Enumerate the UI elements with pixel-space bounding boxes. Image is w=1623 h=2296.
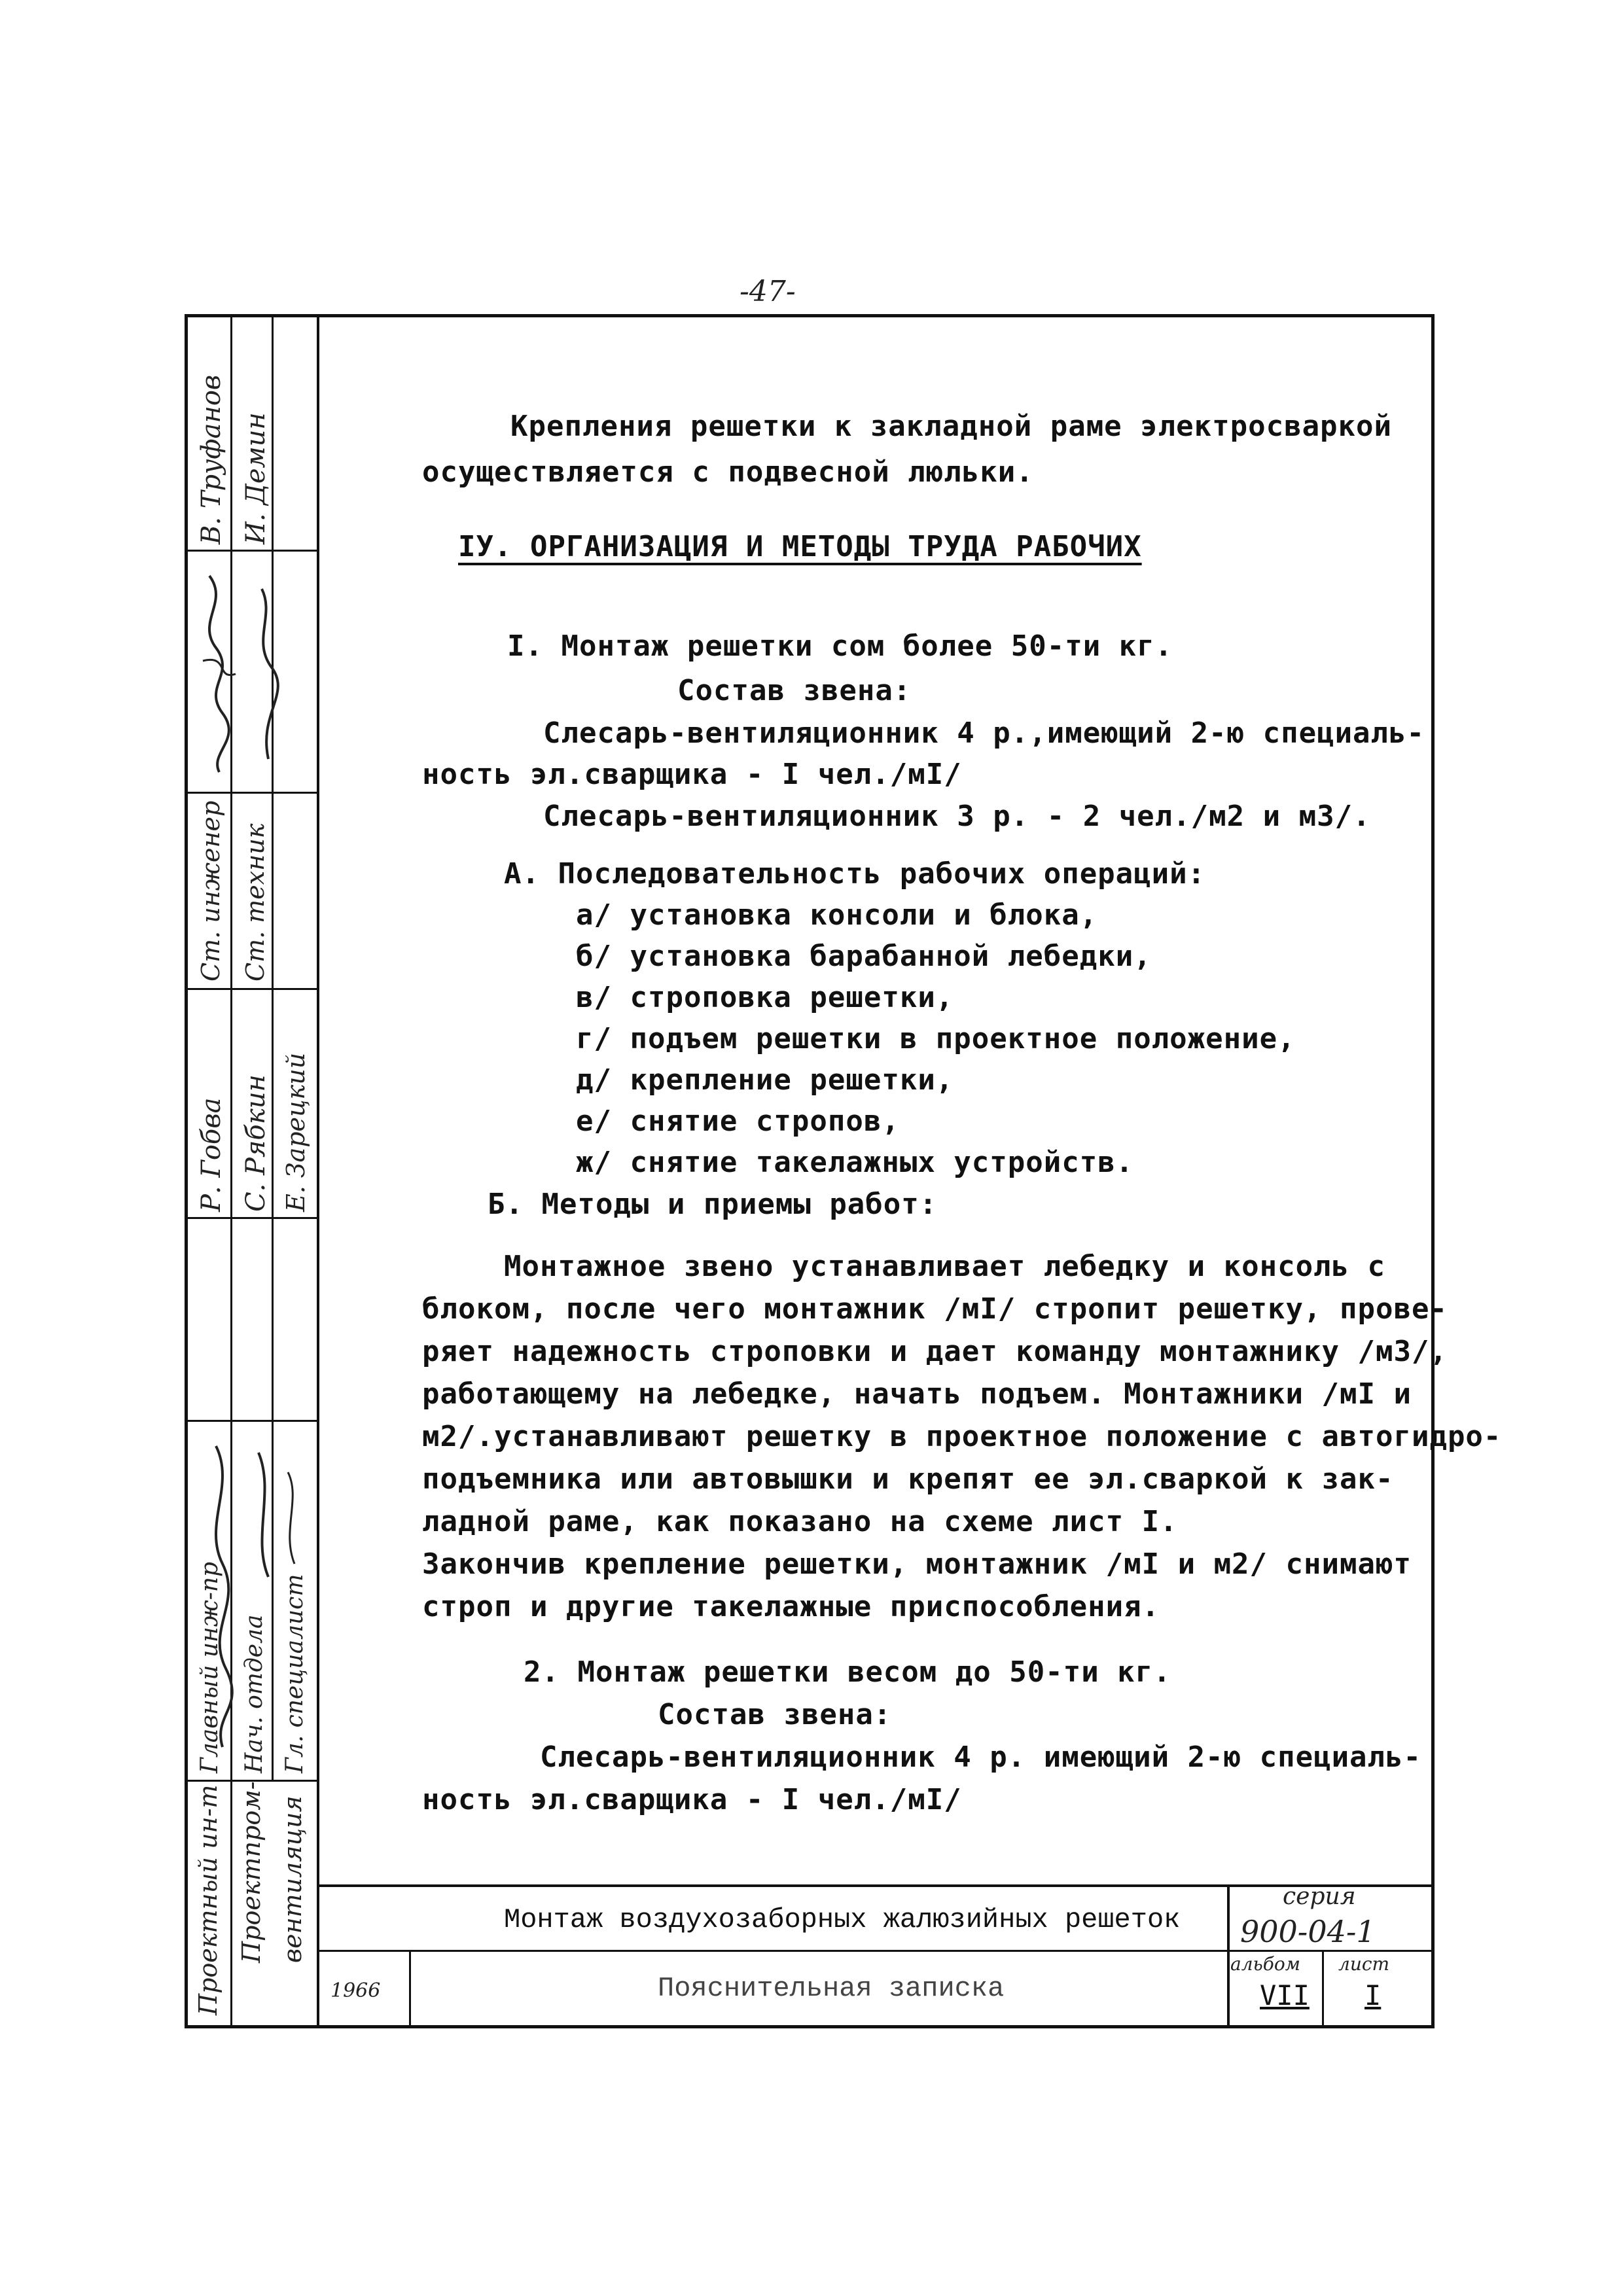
item1-title: I. Монтаж решетки сом более 50-ти кг.	[507, 629, 1173, 663]
stamp-name-1: В. Труфанов	[196, 374, 226, 544]
methods-title: Б. Методы и приемы работ:	[488, 1188, 938, 1221]
sheet-value: I	[1364, 1979, 1382, 2011]
item2-crew-label: Состав звена:	[658, 1698, 892, 1731]
stamp-title-4: Ст. инженер	[196, 800, 225, 981]
operation-item: б/ установка барабанной лебедки,	[576, 940, 1152, 973]
paragraph-line: подъемника или автовышки и крепят ее эл.сваркой к зак-	[422, 1462, 1394, 1496]
item1-crew-label: Состав звена:	[677, 674, 912, 707]
signature-scribble-2	[190, 1433, 314, 1760]
stamp-title-2: Нач. отдела	[241, 1614, 268, 1773]
stamp-year: 1966	[330, 1979, 381, 2002]
paragraph-line: строп и другие такелажные приспособления.	[422, 1590, 1160, 1623]
paragraph-line: блоком, после чего монтажник /мI/ стропит решетку, прове-	[422, 1292, 1448, 1326]
operation-item: ж/ снятие такелажных устройств.	[576, 1146, 1134, 1179]
stamp-name-5: С. Рябкин	[241, 1074, 271, 1212]
intro-line-2: осуществляется с подвесной люльки.	[422, 455, 1034, 489]
operation-item: в/ строповка решетки,	[576, 981, 954, 1014]
paragraph-line: м2/.устанавливают решетку в проектное положение с автогидро-	[422, 1420, 1502, 1453]
item1-worker1-line2: ность эл.сварщика - I чел./мI/	[422, 758, 962, 791]
paragraph-line: работающему на лебедке, начать подъем. Монтажники /мI и	[422, 1377, 1412, 1411]
stamp-title-1: Главный инж-пр	[196, 1561, 223, 1773]
operation-item: г/ подъем решетки в проектное положение,	[576, 1022, 1296, 1055]
album-value: VII	[1260, 1979, 1310, 2011]
item1-worker1-line1: Слесарь-вентиляционник 4 р.,имеющий 2-ю специаль-	[543, 716, 1425, 750]
item2-worker1-line2: ность эл.сварщика - I чел./мI/	[422, 1783, 962, 1816]
stamp-name-6: Е. Зарецкий	[281, 1052, 310, 1212]
paragraph-line: ряет надежность строповки и дает команду монтажнику /м3/,	[422, 1335, 1448, 1368]
item1-worker2: Слесарь-вентиляционник 3 р. - 2 чел./м2 и м3/.	[543, 800, 1371, 833]
stamp-name-2: И. Демин	[241, 412, 271, 544]
operation-item: д/ крепление решетки,	[576, 1063, 954, 1097]
section-heading: IУ. ОРГАНИЗАЦИЯ И МЕТОДЫ ТРУДА РАБОЧИХ	[458, 530, 1142, 563]
series-label: серия	[1283, 1883, 1356, 1910]
stamp-title-5: Ст. техник	[241, 823, 270, 981]
operation-item: а/ установка консоли и блока,	[576, 898, 1098, 932]
intro-line-1: Крепления решетки к закладной раме электросваркой	[510, 410, 1393, 443]
stamp-institute-2: Проектпром-	[237, 1781, 266, 1963]
album-label: альбом	[1230, 1953, 1300, 1975]
paragraph-line: ладной раме, как показано на схеме лист I.	[422, 1505, 1178, 1538]
stamp-institute-3: вентиляция	[278, 1795, 307, 1963]
page-number: -47-	[740, 275, 796, 308]
stamp-name-4: Р. Гобва	[196, 1097, 226, 1212]
stamp-title-3: Гл. специалист	[281, 1574, 308, 1773]
title-block-subtitle: Пояснительная записка	[658, 1973, 1005, 2004]
paragraph-line: Монтажное звено устанавливает лебедку и консоль с	[504, 1250, 1386, 1283]
sequence-title: А. Последовательность рабочих операций:	[504, 857, 1206, 891]
operation-item: е/ снятие стропов,	[576, 1104, 900, 1138]
item2-worker1-line1: Слесарь-вентиляционник 4 р. имеющий 2-ю специаль-	[540, 1740, 1422, 1774]
sheet-label: лист	[1338, 1953, 1390, 1975]
title-block-title: Монтаж воздухозаборных жалюзийных решеток	[504, 1904, 1181, 1935]
series-value: 900-04-1	[1240, 1914, 1376, 1949]
paragraph-line: Закончив крепление решетки, монтажник /мI и м2/ снимают	[422, 1547, 1412, 1581]
item2-title: 2. Монтаж решетки весом до 50-ти кг.	[524, 1655, 1171, 1689]
signature-scribble-1	[190, 563, 314, 785]
stamp-institute-1: Проектный ин-т	[194, 1784, 223, 2015]
